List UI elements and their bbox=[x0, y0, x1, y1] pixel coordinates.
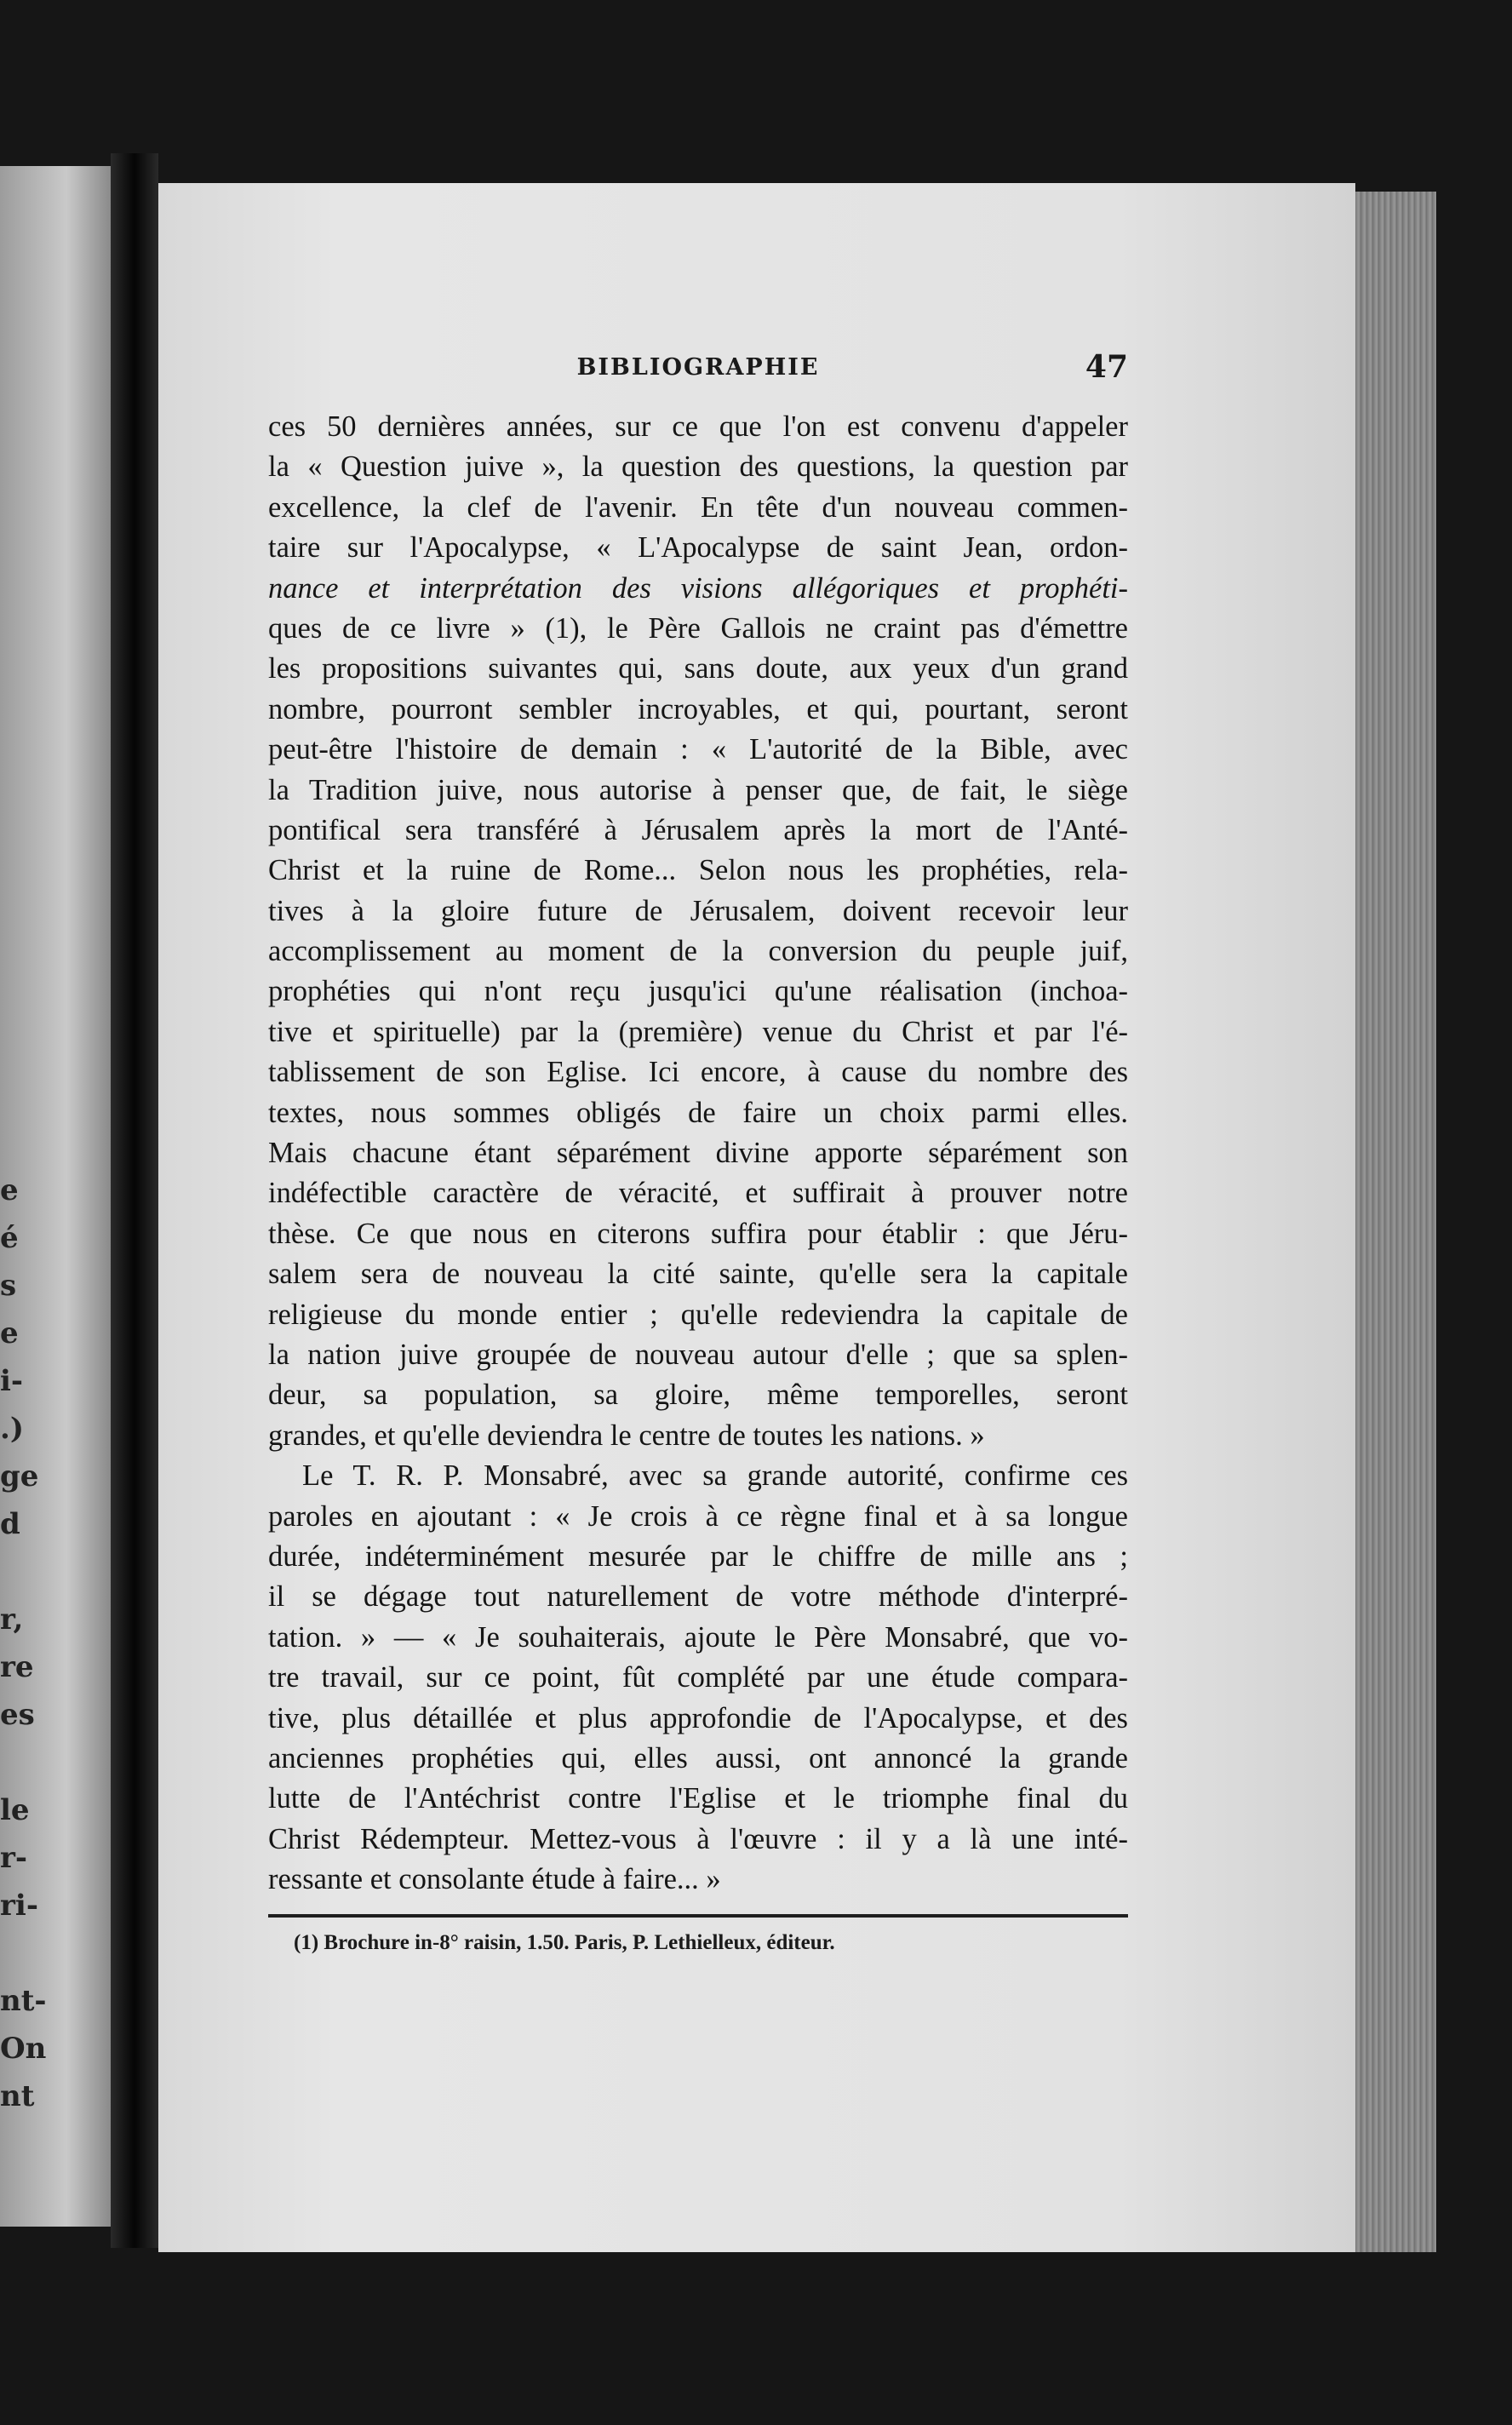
text-line: nombre, pourront sembler incroyables, et qui, pourtant, seront bbox=[268, 692, 1128, 725]
text-line: salem sera de nouveau la cité sainte, qu'elle sera la capitale bbox=[268, 1258, 1128, 1291]
text-line: ces 50 dernières années, sur ce que l'on est convenu d'appeler bbox=[268, 410, 1128, 443]
text-line: pontifical sera transféré à Jérusalem après la mort de l'Anté- bbox=[268, 813, 1128, 846]
margin-fragment: nt- bbox=[0, 1984, 47, 2018]
text-line: accomplissement au moment de la conversion du peuple juif, bbox=[268, 935, 1128, 968]
margin-fragment: e bbox=[0, 1316, 19, 1350]
text-line: taire sur l'Apocalypse, « L'Apocalypse de saint Jean, ordon- bbox=[268, 531, 1128, 565]
text-line: paroles en ajoutant : « Je crois à ce règne final et à sa longue bbox=[268, 1499, 1128, 1533]
body-text bbox=[268, 407, 1128, 1900]
book-gutter bbox=[111, 153, 158, 2248]
text-line: tive, plus détaillée et plus approfondie de l'Apocalypse, et des bbox=[268, 1701, 1128, 1734]
text-line: tives à la gloire future de Jérusalem, doivent recevoir leur bbox=[268, 894, 1128, 927]
text-line: Christ Rédempteur. Mettez-vous à l'œuvre : il y a là une inté- bbox=[268, 1822, 1128, 1855]
text-line: Mais chacune étant séparément divine apporte séparément son bbox=[268, 1137, 1128, 1170]
text-line: il se dégage tout naturellement de votre méthode d'interpré- bbox=[268, 1580, 1128, 1614]
text-line: grandes, et qu'elle deviendra le centre de toutes les nations. » bbox=[268, 1419, 985, 1452]
margin-fragment: e bbox=[0, 1173, 19, 1207]
margin-fragment bbox=[0, 1929, 34, 1977]
margin-fragment: nt bbox=[0, 2079, 35, 2113]
running-head: BIBLIOGRAPHIE bbox=[576, 354, 820, 381]
text-line: tre travail, sur ce point, fût complété par une étude compara- bbox=[268, 1661, 1128, 1694]
margin-fragment: i- bbox=[0, 1364, 24, 1398]
text-line: Christ et la ruine de Rome... Selon nous les prophéties, rela- bbox=[268, 854, 1128, 887]
left-page-margin-text bbox=[0, 1167, 47, 2120]
text-line: deur, sa population, sa gloire, même temporelles, seront bbox=[268, 1379, 1128, 1412]
margin-fragment: r- bbox=[0, 1841, 28, 1875]
margin-fragment: le bbox=[0, 1793, 30, 1827]
margin-fragment: .) bbox=[0, 1412, 24, 1446]
text-line: les propositions suivantes qui, sans doute, aux yeux d'un grand bbox=[268, 652, 1128, 685]
text-line: nance et interprétation des visions allégoriques et prophéti- bbox=[268, 571, 1128, 605]
text-line: thèse. Ce que nous en citerons suffira pour établir : que Jéru- bbox=[268, 1217, 1128, 1250]
text-line: la Tradition juive, nous autorise à penser que, de fait, le siège bbox=[268, 773, 1128, 806]
text-line: religieuse du monde entier ; qu'elle redeviendra la capitale de bbox=[268, 1298, 1128, 1331]
text-line: excellence, la clef de l'avenir. En tête d'un nouveau commen- bbox=[268, 490, 1128, 524]
text-line: indéfectible caractère de véracité, et suffirait à prouver notre bbox=[268, 1177, 1128, 1210]
text-line: prophéties qui n'ont reçu jusqu'ici qu'une réalisation (inchoa- bbox=[268, 975, 1128, 1008]
text-line: tation. » — « Je souhaiterais, ajoute le Père Monsabré, que vo- bbox=[268, 1620, 1128, 1654]
text-line: Le T. R. P. Monsabré, avec sa grande autorité, confirme ces bbox=[302, 1459, 1128, 1493]
text-line: la nation juive groupée de nouveau autour d'elle ; que sa splen- bbox=[268, 1338, 1128, 1371]
footnote: (1) Brochure in-8° raisin, 1.50. Paris, P. Lethielleux, éditeur. bbox=[294, 1931, 835, 1954]
page-block-edge bbox=[1355, 192, 1436, 2252]
text-line: ques de ce livre » (1), le Père Gallois ne craint pas d'émettre bbox=[268, 611, 1128, 645]
margin-fragment: re bbox=[0, 1650, 34, 1684]
text-line: lutte de l'Antéchrist contre l'Eglise et le triomphe final du bbox=[268, 1782, 1128, 1815]
margin-fragment: s bbox=[0, 1269, 17, 1303]
margin-fragment bbox=[0, 1739, 34, 1786]
margin-fragment: es bbox=[0, 1698, 35, 1732]
margin-fragment: d bbox=[0, 1507, 20, 1541]
margin-fragment: é bbox=[0, 1221, 19, 1255]
text-line: peut-être l'histoire de demain : « L'autorité de la Bible, avec bbox=[268, 733, 1128, 766]
margin-fragment: ri- bbox=[0, 1889, 38, 1923]
margin-fragment: r, bbox=[0, 1602, 24, 1637]
text-line: la « Question juive », la question des questions, la question par bbox=[268, 450, 1128, 484]
text-line: tablissement de son Eglise. Ici encore, à cause du nombre des bbox=[268, 1056, 1128, 1089]
margin-fragment: On bbox=[0, 2032, 47, 2066]
page-number: 47 bbox=[1085, 349, 1128, 385]
page-header bbox=[268, 349, 1128, 392]
text-line: ressante et consolante étude à faire... » bbox=[268, 1863, 721, 1896]
footnote-rule bbox=[268, 1914, 1128, 1918]
text-line: textes, nous sommes obligés de faire un choix parmi elles. bbox=[268, 1096, 1128, 1129]
text-line: anciennes prophéties qui, elles aussi, ont annoncé la grande bbox=[268, 1741, 1128, 1774]
margin-fragment bbox=[0, 1548, 34, 1596]
text-line: tive et spirituelle) par la (première) venue du Christ et par l'é- bbox=[268, 1015, 1128, 1048]
margin-fragment: ge bbox=[0, 1459, 39, 1493]
text-line: durée, indéterminément mesurée par le chiffre de mille ans ; bbox=[268, 1539, 1128, 1573]
